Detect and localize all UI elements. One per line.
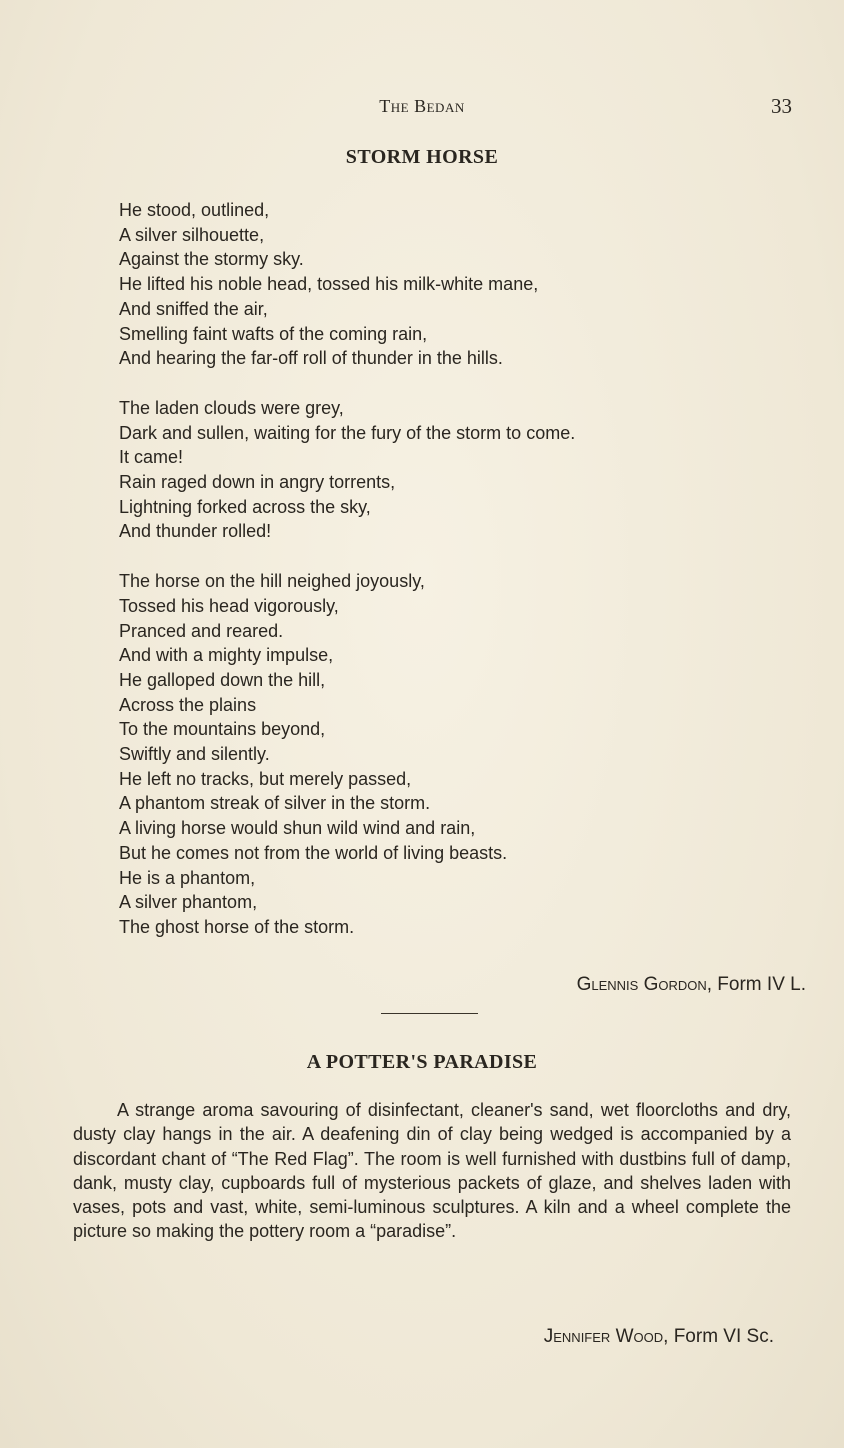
poem-line: He left no tracks, but merely passed, [119, 768, 412, 789]
poem-line: And hearing the far-off roll of thunder in the hills. [119, 348, 503, 369]
poem-line: He galloped down the hill, [119, 669, 326, 690]
poem-line: Across the plains [119, 694, 257, 715]
poem-title: STORM HORSE [345, 146, 499, 168]
poem-line: He is a phantom, [119, 867, 256, 888]
poem-line: To the mountains beyond, [119, 719, 326, 740]
section-divider [381, 1013, 478, 1014]
stanza-gap [119, 544, 819, 569]
page-number: 33 [771, 94, 792, 118]
poem-line: The laden clouds were grey, [119, 397, 344, 418]
running-title: The Bedan [379, 96, 465, 116]
poem-line: Dark and sullen, waiting for the fury of the storm to come. [119, 422, 576, 443]
poem-line: The ghost horse of the storm. [119, 916, 355, 937]
essay-author-name: Jennifer Wood [543, 1326, 664, 1347]
essay-author-form: , Form VI Sc. [663, 1326, 774, 1347]
poem-line: And sniffed the air, [119, 298, 268, 319]
poem-line: Lightning forked across the sky, [119, 496, 371, 517]
poem-line: Tossed his head vigorously, [119, 595, 339, 616]
poem-author-form: , Form IV L. [706, 974, 806, 995]
poem-line: But he comes not from the world of living beasts. [119, 842, 508, 863]
poem-line: And with a mighty impulse, [119, 645, 334, 666]
poem-line: Swiftly and silently. [119, 744, 270, 765]
stanza-gap [119, 371, 819, 396]
poem-author [577, 974, 806, 996]
poem-line: A silver silhouette, [119, 224, 265, 245]
page-header [0, 96, 844, 120]
poem-line: Smelling faint wafts of the coming rain, [119, 323, 428, 344]
poem-body [119, 198, 819, 940]
poem-line: The horse on the hill neighed joyously, [119, 571, 425, 592]
essay-title: A POTTER'S PARADISE [306, 1051, 538, 1073]
poem-author-name: Glennis Gordon [576, 974, 707, 995]
poem-line: A living horse would shun wild wind and rain, [119, 818, 476, 839]
poem-line: He lifted his noble head, tossed his milk-white mane, [119, 274, 539, 295]
poem-line: A phantom streak of silver in the storm. [119, 793, 431, 814]
poem-line: Rain raged down in angry torrents, [119, 472, 396, 493]
poem-line: A silver phantom, [119, 892, 258, 913]
poem-line: He stood, outlined, [119, 200, 270, 220]
essay-body: A strange aroma savouring of disinfectant, cleaner's sand, wet floorcloths and dry, dusty clay hangs in the air. A deafening din of clay being wedged is accompanied by a discordant chant of “The Red Flag”. The room is well furnished with dustbins full of damp, dank, musty clay, cupboards full of mysterious packets of glaze, and shelves laden with vases, pots and vast, white, semi-luminous sculptures. A kiln and a wheel complete the picture so making the pottery room a “paradise”. [73, 1100, 791, 1242]
poem-line: And thunder rolled! [119, 521, 272, 542]
poem-line: It came! [119, 447, 184, 468]
poem-line: Pranced and reared. [119, 620, 284, 641]
poem-line: Against the stormy sky. [119, 249, 304, 270]
essay-author [544, 1326, 774, 1348]
